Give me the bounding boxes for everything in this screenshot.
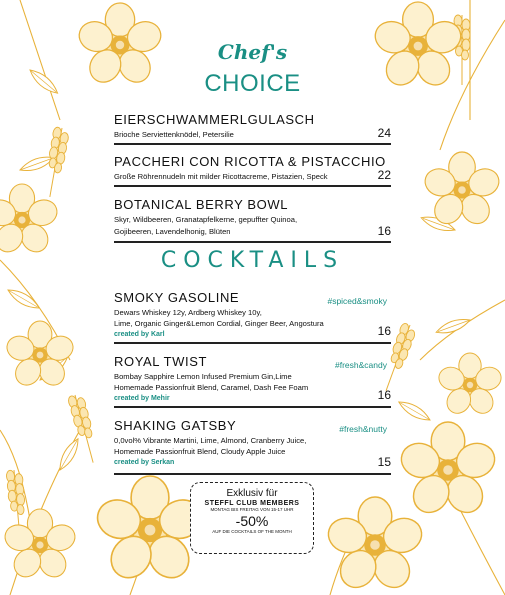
item-tag: #fresh&candy	[335, 360, 387, 370]
cocktails-heading: COCKTAILS	[160, 248, 345, 273]
menu-item	[114, 197, 391, 237]
cocktail-item	[114, 354, 391, 402]
item-description: 0,0vol% Vibrante Martini, Lime, Almond, Cranberry Juice,	[114, 436, 307, 445]
item-description: Homemade Passionfruit Blend, Caramel, Dash Fee Foam	[114, 383, 309, 392]
item-price: 16	[377, 224, 391, 238]
divider	[114, 342, 391, 344]
divider	[114, 241, 391, 243]
item-tag: #spiced&smoky	[327, 296, 387, 306]
item-tag: #fresh&nutty	[339, 424, 387, 434]
item-credit: created by Mehir	[114, 395, 170, 402]
menu-item	[114, 154, 391, 182]
item-credit: created by Serkan	[114, 459, 175, 466]
item-name: SMOKY GASOLINE	[114, 290, 240, 305]
item-price: 15	[377, 455, 391, 469]
divider	[114, 406, 391, 408]
promo-intro: Exklusiv für	[226, 488, 278, 499]
item-name: BOTANICAL BERRY BOWL	[114, 197, 289, 212]
item-description: Bombay Sapphire Lemon Infused Premium Gin,Lime	[114, 372, 292, 381]
club-members-promo	[190, 482, 314, 554]
item-description: Brioche Serviettenknödel, Petersilie	[114, 130, 234, 139]
cocktail-item	[114, 290, 391, 338]
choice-heading: CHOICE	[204, 70, 301, 97]
promo-discount: -50%	[235, 513, 269, 529]
item-price: 16	[377, 324, 391, 338]
item-name: SHAKING GATSBY	[114, 418, 237, 433]
item-credit: created by Karl	[114, 331, 165, 338]
divider	[114, 185, 391, 187]
item-description: Skyr, Wildbeeren, Granatapfelkerne, gepuffter Quinoa,	[114, 215, 298, 224]
chefs-label: Chef's	[217, 40, 288, 64]
divider	[114, 143, 391, 145]
promo-note: AUF DIE COCKTAILS OF THE MONTH	[212, 529, 292, 534]
promo-hours: MONTAG BIS FREITAG VON 15-17 UHR	[210, 507, 294, 512]
item-description: Große Röhrennudeln mit milder Ricottacreme, Pistazien, Speck	[114, 172, 328, 181]
item-price: 22	[377, 168, 391, 182]
item-description: Homemade Passionfruit Blend, Cloudy Apple Juice	[114, 447, 286, 456]
item-price: 24	[377, 126, 391, 140]
menu-item	[114, 112, 391, 140]
item-name: PACCHERI CON RICOTTA & PISTACCHIO	[114, 154, 386, 169]
item-description: Dewars Whiskey 12y, Ardberg Whiskey 10y,	[114, 308, 262, 317]
cocktail-item	[114, 418, 391, 469]
item-name: ROYAL TWIST	[114, 354, 208, 369]
divider	[114, 473, 391, 475]
item-price: 16	[377, 388, 391, 402]
promo-club: STEFFL CLUB MEMBERS	[204, 500, 300, 507]
item-name: EIERSCHWAMMERLGULASCH	[114, 112, 315, 127]
item-description: Gojibeeren, Lavendelhonig, Blüten	[114, 227, 231, 236]
item-description: Lime, Organic Ginger&Lemon Cordial, Ginger Beer, Angostura	[114, 319, 324, 328]
